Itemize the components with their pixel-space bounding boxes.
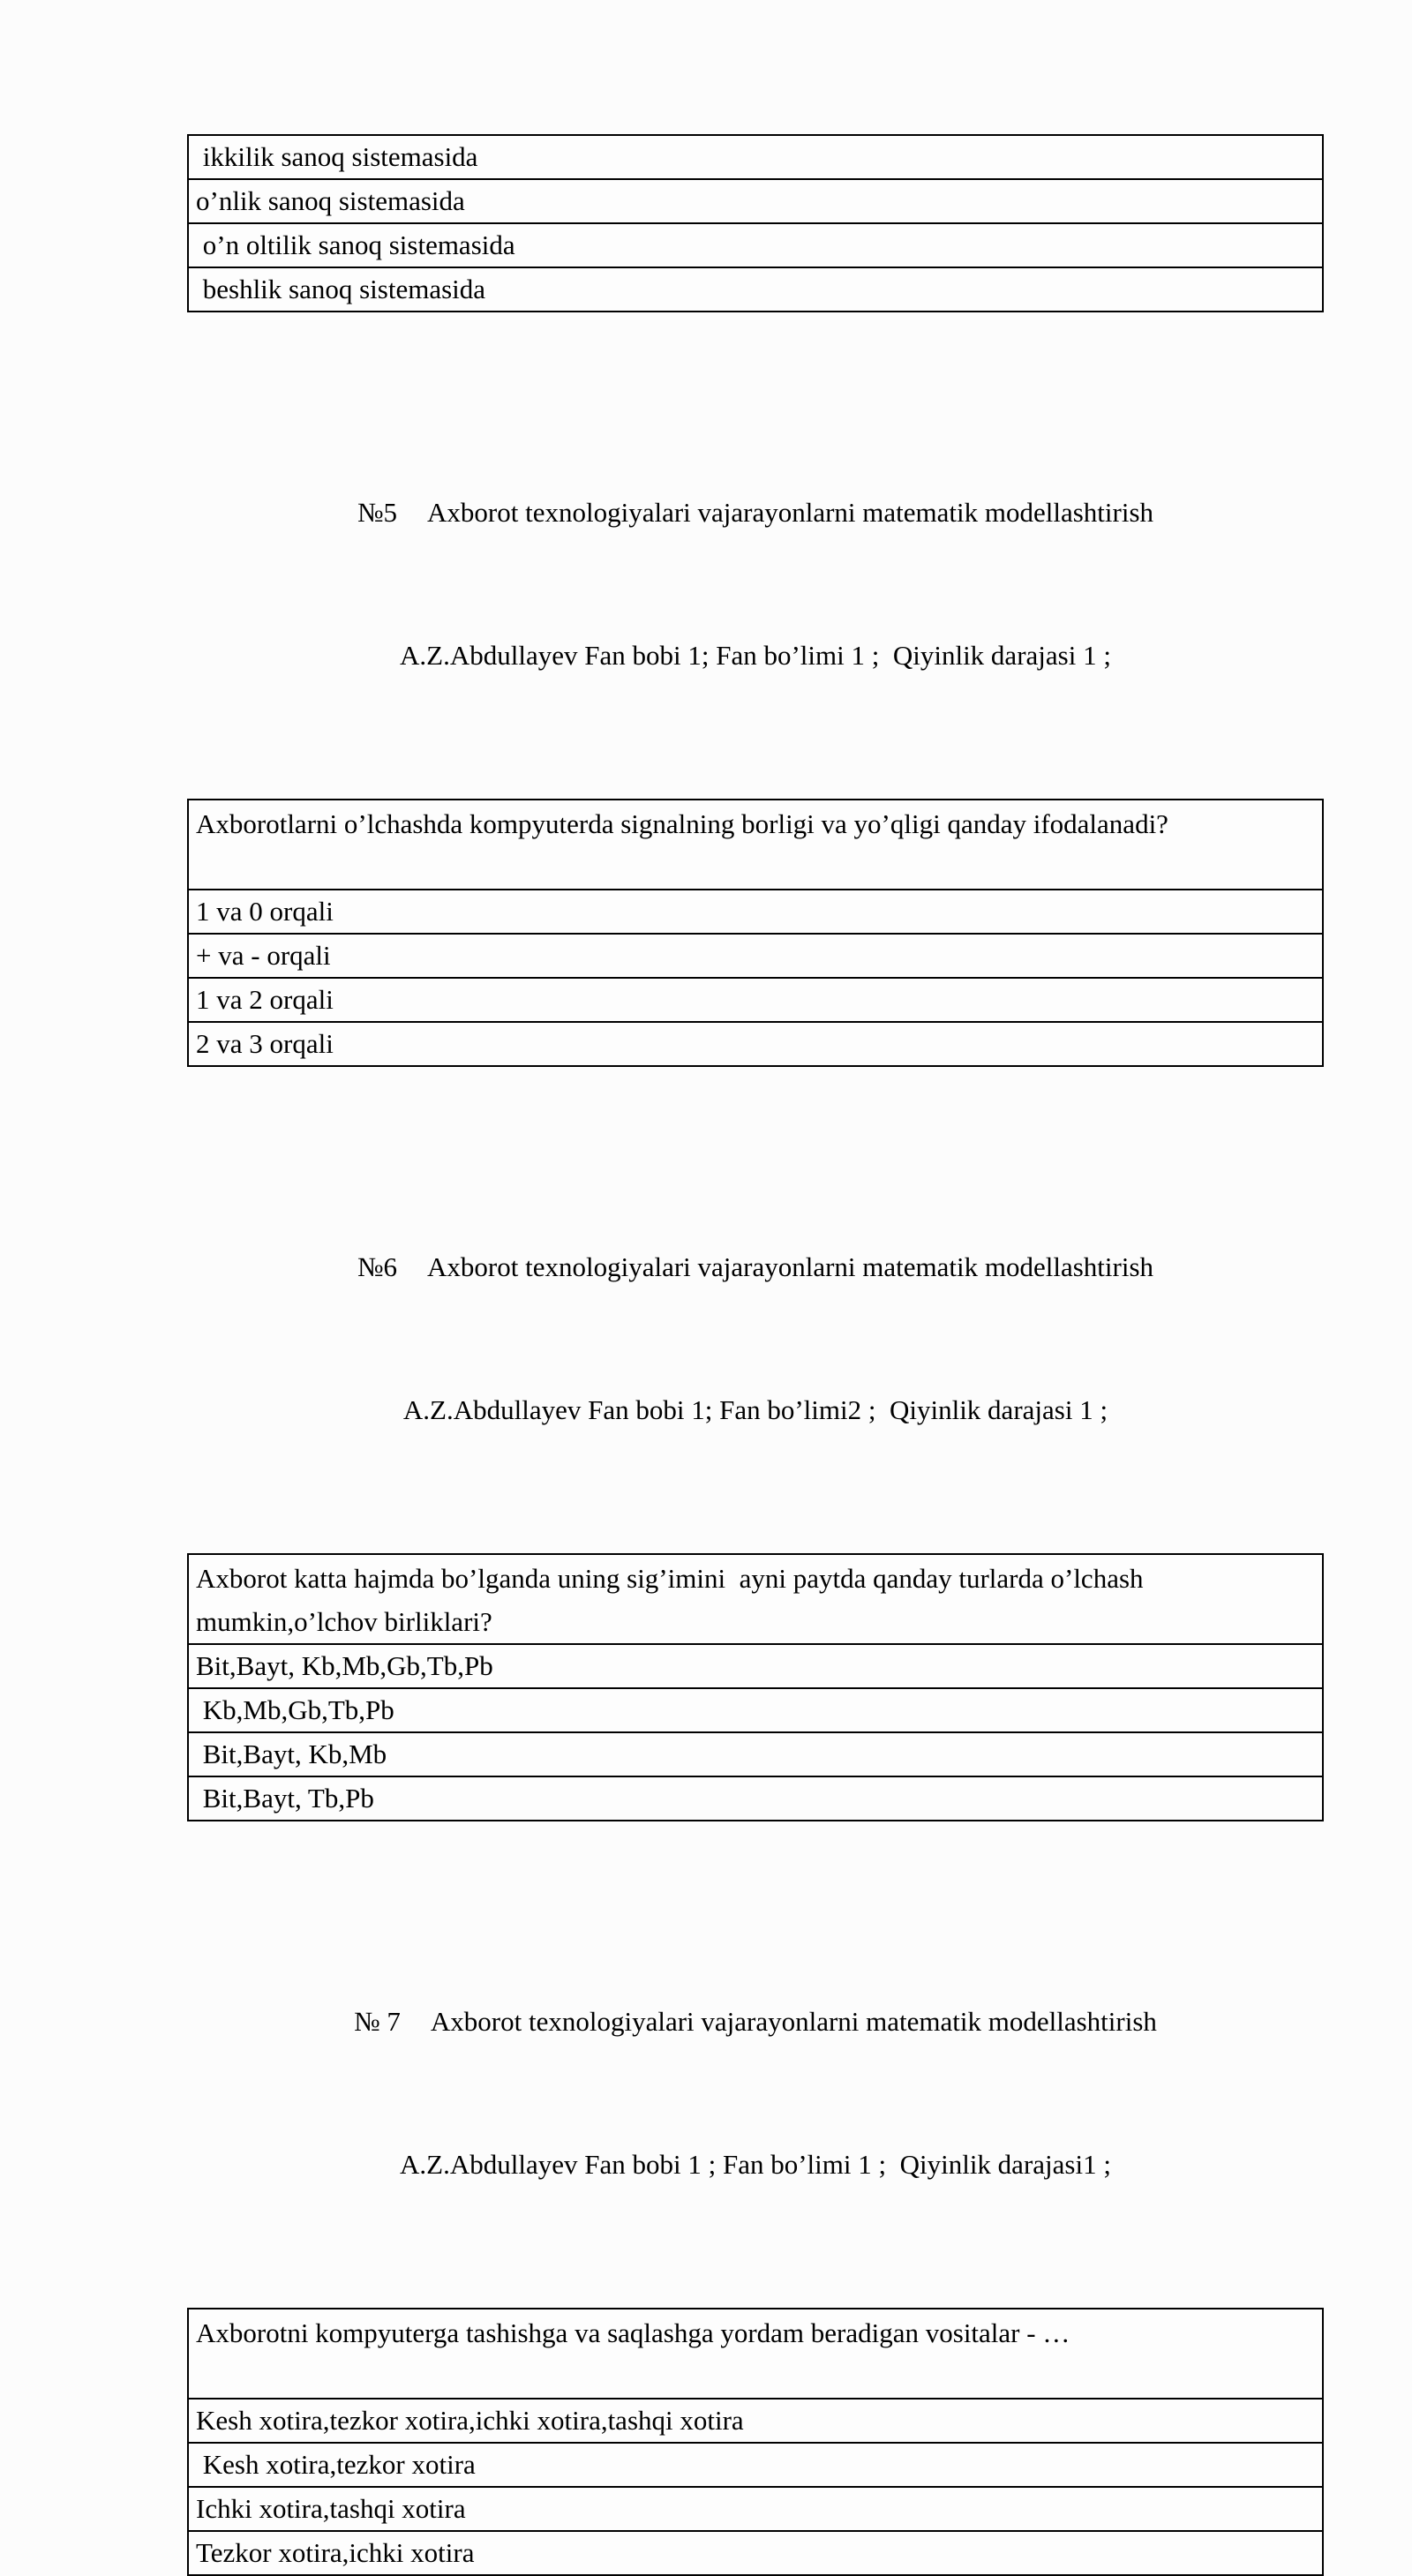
option-row xyxy=(188,2531,1323,2575)
question-block xyxy=(187,1903,1324,2576)
question-tbody xyxy=(188,1554,1323,1821)
option-cell: Bit,Bayt, Kb,Mb,Gb,Tb,Pb xyxy=(188,1644,1323,1688)
option-row xyxy=(188,1644,1323,1688)
option-cell: Tezkor xotira,ichki xotira xyxy=(188,2531,1323,2575)
continued-options-table xyxy=(187,134,1324,312)
option-cell: o’nlik sanoq sistemasida xyxy=(188,179,1323,223)
option-cell: beshlik sanoq sistemasida xyxy=(188,267,1323,312)
option-row xyxy=(188,1732,1323,1776)
option-cell: ikkilik sanoq sistemasida xyxy=(188,135,1323,179)
question-number: №5 xyxy=(357,497,398,528)
option-row xyxy=(188,978,1323,1022)
questions xyxy=(187,394,1324,2576)
question-heading-line1 xyxy=(187,1998,1324,2046)
question-row xyxy=(188,2309,1323,2399)
question-heading xyxy=(187,1148,1324,1529)
question-byline: A.Z.Abdullayev Fan bobi 1; Fan bo’limi2 ; Qiyinlik darajasi 1 ; xyxy=(402,1394,1108,1425)
option-cell: Ichki xotira,tashqi xotira xyxy=(188,2487,1323,2531)
option-cell: Bit,Bayt, Tb,Pb xyxy=(188,1776,1323,1821)
question-table xyxy=(187,799,1324,1067)
option-cell: 1 va 2 orqali xyxy=(188,978,1323,1022)
option-cell: Bit,Bayt, Kb,Mb xyxy=(188,1732,1323,1776)
question-title: Axborot texnologiyalari vajarayonlarni matematik modellashtirish xyxy=(427,497,1154,528)
question-block xyxy=(187,1148,1324,1821)
question-cell: Axborotlarni o’lchashda kompyuterda signalning borligi va yo’qligi qanday ifodalanadi? xyxy=(188,800,1323,890)
continued-options-tbody xyxy=(188,135,1323,312)
question-block xyxy=(187,394,1324,1067)
question-cell: Axborot katta hajmda bo’lganda uning sig’imini ayni paytda qanday turlarda o’lchash mumkin,o’lchov birliklari? xyxy=(188,1554,1323,1644)
option-cell: Kesh xotira,tezkor xotira xyxy=(188,2443,1323,2487)
option-cell: o’n oltilik sanoq sistemasida xyxy=(188,223,1323,267)
question-tbody xyxy=(188,800,1323,1066)
question-byline: A.Z.Abdullayev Fan bobi 1 ; Fan bo’limi 1 ; Qiyinlik darajasi1 ; xyxy=(400,2149,1111,2180)
option-cell: + va - orqali xyxy=(188,934,1323,978)
question-number: №6 xyxy=(357,1251,398,1282)
question-row xyxy=(188,800,1323,890)
option-row xyxy=(188,2399,1323,2443)
option-row xyxy=(188,890,1323,934)
option-cell: Kb,Mb,Gb,Tb,Pb xyxy=(188,1688,1323,1732)
question-row xyxy=(188,1554,1323,1644)
question-number: № 7 xyxy=(354,2006,401,2037)
question-cell: Axborotni kompyuterga tashishga va saqlashga yordam beradigan vositalar - … xyxy=(188,2309,1323,2399)
option-row xyxy=(188,223,1323,267)
option-row xyxy=(188,179,1323,223)
option-cell: 1 va 0 orqali xyxy=(188,890,1323,934)
option-row xyxy=(188,934,1323,978)
option-cell: Kesh xotira,tezkor xotira,ichki xotira,tashqi xotira xyxy=(188,2399,1323,2443)
option-row xyxy=(188,135,1323,179)
option-cell: 2 va 3 orqali xyxy=(188,1022,1323,1066)
option-row xyxy=(188,1688,1323,1732)
question-table xyxy=(187,2308,1324,2576)
option-row xyxy=(188,2443,1323,2487)
option-row xyxy=(188,267,1323,312)
option-row xyxy=(188,1776,1323,1821)
option-row xyxy=(188,1022,1323,1066)
question-table xyxy=(187,1553,1324,1821)
question-title: Axborot texnologiyalari vajarayonlarni matematik modellashtirish xyxy=(427,1251,1154,1282)
question-heading xyxy=(187,1903,1324,2284)
question-heading-line1 xyxy=(187,1243,1324,1291)
option-row xyxy=(188,2487,1323,2531)
question-title: Axborot texnologiyalari vajarayonlarni matematik modellashtirish xyxy=(430,2006,1157,2037)
question-byline: A.Z.Abdullayev Fan bobi 1; Fan bo’limi 1 ; Qiyinlik darajasi 1 ; xyxy=(400,640,1111,671)
question-tbody xyxy=(188,2309,1323,2575)
question-heading xyxy=(187,394,1324,775)
question-heading-line1 xyxy=(187,489,1324,537)
page-content xyxy=(187,134,1324,2576)
